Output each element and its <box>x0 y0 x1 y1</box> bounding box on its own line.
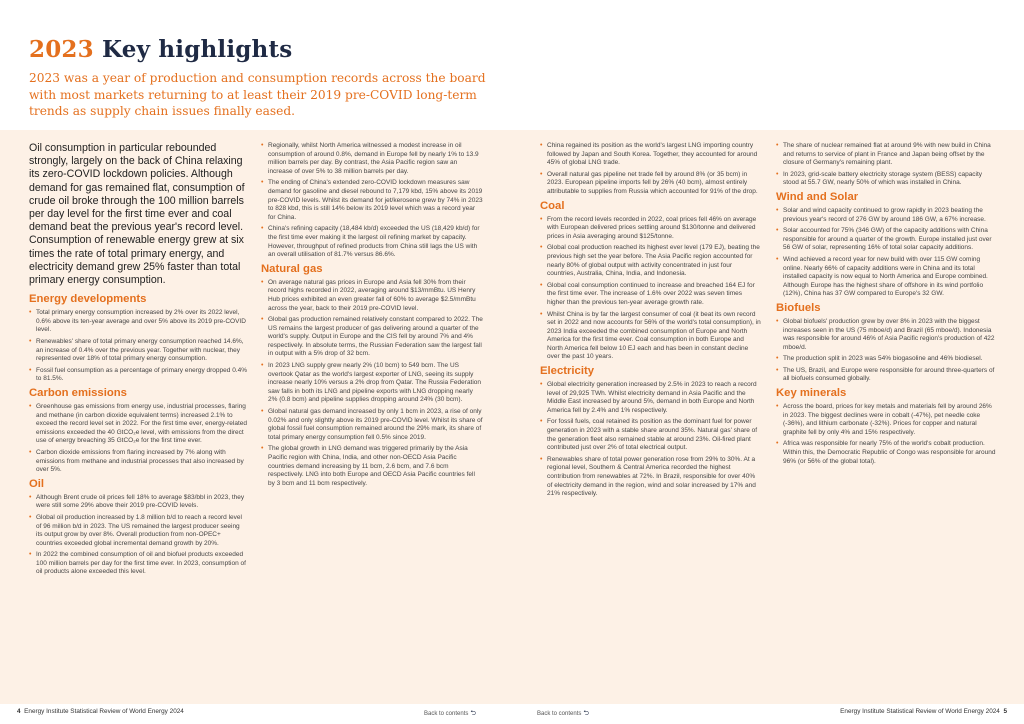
back-to-contents-link-right[interactable] <box>537 709 589 720</box>
return-arrow-icon: ⮌ <box>583 710 589 717</box>
list-item: • Renewables share of total power generation rose from 29% to 30%. At a regional level, Southern & Central America recorded the highest contribution from renewables at 72%. In Brazil, responsible for over 40% of electricity demand in the region, wind and solar increased by 17% and 21% respectively. <box>540 456 761 499</box>
wind-and-solar-list <box>776 207 998 299</box>
list-item: • The share of nuclear remained flat at around 9% with new build in China and returns to service of plant in France and Japan being offset by the closure of Germany's remaining plant. <box>776 142 998 168</box>
page-number-right: 5 <box>1003 708 1007 715</box>
list-item: • China's refining capacity (18,484 kb/d) exceeded the US (18,429 kb/d) for the first time ever making it the largest oil refining market by capacity. However, throughput of refined products from China still lags the US with an overall utilisation of 81.7% versus 86.6%. <box>261 225 483 259</box>
section-title-electricity: Electricity <box>540 365 595 378</box>
list-item: • In 2023, grid-scale battery electricity storage system (BESS) capacity stood at 55.7 GW, nearly 50% of which was installed in China. <box>776 171 998 188</box>
header <box>0 0 1024 130</box>
section-title-oil: Oil <box>29 477 45 490</box>
list-item: • Fossil fuel consumption as a percentage of primary energy dropped 0.4% to 81.5%. <box>29 367 247 384</box>
list-item: • Global electricity generation increased by 2.5% in 2023 to reach a record level of 29,925 TWh. Whilst electricity demand in Asia Pacific and the Middle East increased by around 5%, demand in both Europe and North America fell by 2.4% and 1% respectively. <box>540 381 761 415</box>
list-item: • Global natural gas demand increased by only 1 bcm in 2023, a rise of only 0.02% and only slightly above its 2019 pre-COVID level. Whilst its share of global fossil fuel consumption remained around the 29% mark, its share of total primary energy consumption fell 0.5% since 2019. <box>261 408 483 442</box>
coal-list <box>540 216 761 363</box>
back-link-label: Back to contents <box>537 711 582 717</box>
list-item: • On average natural gas prices in Europe and Asia fell 30% from their record highs recorded in 2022, averaging around $13/mmBtu. US Henry Hub prices exhibited an even greater fall of 60% to average $2.5/mmBtu across the year, back to their 2019 pre-COVID level. <box>261 279 483 313</box>
list-item: • Whilst China is by far the largest consumer of coal (it beat its own record set in 2022 and now accounts for 56% of the world's total consumption), in 2023 India exceeded the combined consumption of Europe and North America for the first time ever. Coal consumption in both Europe and North America fell below 10 EJ each and has been in constant decline over the past 10 years. <box>540 311 761 363</box>
return-arrow-icon: ⮌ <box>470 710 476 717</box>
gas-continued-list <box>540 142 761 197</box>
list-item: • The ending of China's extended zero-COVID lockdown measures saw demand for gasoline and diesel rebound to 7,179 kbd, 15% above its 2019 pre-COVID levels. Whilst its demand for jet/kerosene grew by 74% in 2023 to 828 kbd, this is still 14% below its 2019 level which was a record year for China. <box>261 179 483 222</box>
page-title <box>29 36 292 63</box>
section-title-carbon-emissions: Carbon emissions <box>29 386 127 399</box>
section-title-energy-developments: Energy developments <box>29 293 147 306</box>
back-to-contents-link-left[interactable] <box>424 709 476 720</box>
footer-left <box>17 708 184 715</box>
list-item: • The production split in 2023 was 54% biogasoline and 46% biodiesel. <box>776 355 998 364</box>
list-item: • Carbon dioxide emissions from flaring increased by 7% along with emissions from methane and industrial processes that also increased by over 5%. <box>29 449 247 475</box>
title-text: Key highlights <box>102 36 293 63</box>
footer <box>0 704 1024 724</box>
footer-right-text: Energy Institute Statistical Review of World Energy 2024 <box>840 708 1000 715</box>
list-item: • Global gas production remained relatively constant compared to 2022. The US remains the largest producer of gas delivering around a quarter of the world's supply. Output in Europe and the CIS fell by around 7% and 4% respectively. In absolute terms, the Russian Federation saw the largest fall in output with a 5% drop of 32 bcm. <box>261 316 483 359</box>
natural-gas-list <box>261 279 483 489</box>
column-4 <box>776 142 998 469</box>
column-2 <box>261 142 483 491</box>
oil-list <box>29 494 247 577</box>
lead-paragraph: Oil consumption in particular rebounded strongly, largely on the back of China relaxing its zero-COVID lockdown policies. Although demand for gas remained flat, consumption of crude oil broke through the 100 million barrels per day level for the first time ever and coal demand beat the previous year's record level. Consumption of renewable energy grew at six times the rate of total primary energy, and electricity demand grew 25% faster than total primary energy consumption. <box>29 142 245 287</box>
footer-left-text: Energy Institute Statistical Review of World Energy 2024 <box>24 708 184 715</box>
column-3 <box>540 142 761 502</box>
list-item: • From the record levels recorded in 2022, coal prices fell 46% on average with European delivered prices settling around $130/tonne and delivered prices in Asia averaging around $125/tonne. <box>540 216 761 242</box>
list-item: • Africa was responsible for nearly 75% of the world's cobalt production. Within this, the Democratic Republic of Congo was responsible for around 96% (or 56% of the global total). <box>776 440 998 466</box>
list-item: • China regained its position as the world's largest LNG importing country followed by Japan and South Korea. Together, they accounted for around 45% of global LNG trade. <box>540 142 761 168</box>
list-item: • Greenhouse gas emissions from energy use, industrial processes, flaring and methane (in carbon dioxide equivalent terms) increased 2.1% to exceed the record level set in 2022. For the first time ever, energy-related emissions exceeded the 40 GtCO₂e level, with emissions from the direct use of energy breaching 35 GtCO₂e for the first time ever. <box>29 403 247 446</box>
carbon-emissions-list <box>29 403 247 475</box>
title-year: 2023 <box>29 36 94 63</box>
list-item: • Across the board, prices for key metals and materials fell by around 26% in 2023. The biggest declines were in cobalt (-47%), pet needle coke (-36%), and lithium carbonate (-32%). Prices for copper and natural graphite fell by only 4% and 15% respectively. <box>776 403 998 437</box>
list-item: • Wind achieved a record year for new build with over 115 GW coming online. Nearly 66% of capacity additions were in China and its total installed capacity is now equal to North America and Europe combined. Although Europe has the highest share of offshore in its wind portfolio (12%), China has 37 GW compared to Europe's 32 GW. <box>776 256 998 299</box>
list-item: • The global growth in LNG demand was triggered primarily by the Asia Pacific region with China, India, and other non-OECD Asia Pacific countries demand increasing by 11 bcm, 2.6 bcm, and 7.6 bcm respectively. LNG into both Europe and OECD Asia Pacific countries fell by 3 bcm and 11 bcm respectively. <box>261 445 483 488</box>
page-subtitle: 2023 was a year of production and consumption records across the board with most markets returning to at least their 2019 pre-COVID long-term trends as supply chain issues finally eased. <box>29 71 486 118</box>
electricity-continued-list <box>776 142 998 188</box>
energy-developments-list <box>29 309 247 384</box>
list-item: • In 2022 the combined consumption of oil and biofuel products exceeded 100 million barrels per day for the first time ever. In 2023, consumption of oil products alone exceeded this level. <box>29 551 247 577</box>
footer-right <box>840 708 1007 715</box>
list-item: • In 2023 LNG supply grew nearly 2% (10 bcm) to 549 bcm. The US overtook Qatar as the world's largest exporter of LNG, seeing its supply increase nearly 10% versus a 2% drop from Qatar. The Russia Federation saw falls in both its LNG and pipeline exports with LNG dropping nearly 2% (0.8 bcm) and pipeline supplies dropping around 24% (30 bcm). <box>261 362 483 405</box>
list-item: • For fossil fuels, coal retained its position as the dominant fuel for power generation in 2023 with a stable share around 35%. Natural gas' share of the generation fleet also remained stable at around 23%. Oil-fired plant contributed just over 2% of total electrical output. <box>540 418 761 452</box>
list-item: • Overall natural gas pipeline net trade fell by around 8% (or 35 bcm) in 2023. European pipeline imports fell by 26% (40 bcm), almost entirely attributable to supplies from Russia which accounted for 91% of the drop. <box>540 171 761 197</box>
section-title-wind-and-solar: Wind and Solar <box>776 190 859 203</box>
section-title-natural-gas: Natural gas <box>261 262 323 275</box>
electricity-list <box>540 381 761 499</box>
key-minerals-list <box>776 403 998 466</box>
page-number-left: 4 <box>17 708 21 715</box>
column-1 <box>29 142 247 580</box>
list-item: • The US, Brazil, and Europe were responsible for around three-quarters of all biofuels consumed globally. <box>776 367 998 384</box>
list-item: • Renewables' share of total primary energy consumption reached 14.6%, an increase of 0.4% over the previous year. Together with nuclear, they represented over 18% of total primary energy consumption. <box>29 338 247 364</box>
oil-continued-list <box>261 142 483 260</box>
list-item: • Total primary energy consumption increased by 2% over its 2022 level, 0.6% above its ten-year average and over 5% above its 2019 pre-COVID level. <box>29 309 247 335</box>
list-item: • Global coal production reached its highest ever level (179 EJ), beating the previous high set the year before. The Asia Pacific region accounted for nearly 80% of global output with activity concentrated in just four countries, Australia, China, India, and Indonesia. <box>540 244 761 278</box>
list-item: • Solar and wind capacity continued to grow rapidly in 2023 beating the previous year's record of 276 GW by around 186 GW, a 67% increase. <box>776 207 998 224</box>
biofuels-list <box>776 318 998 384</box>
section-title-key-minerals: Key minerals <box>776 387 847 400</box>
section-title-biofuels: Biofuels <box>776 301 821 314</box>
list-item: • Global biofuels' production grew by over 8% in 2023 with the biggest increases seen in the US (75 mboe/d) and Brazil (65 mboe/d). Indonesia was responsible for around 46% of Asia Pacific region's production of 422 mboe/d. <box>776 318 998 352</box>
back-link-label: Back to contents <box>424 711 469 717</box>
list-item: • Regionally, whilst North America witnessed a modest increase in oil consumption of around 0.8%, demand in Europe fell by nearly 1% to 13.9 million barrels per day. By contrast, the Asia Pacific region saw an increase of over 5% to 38 million barrels per day. <box>261 142 483 176</box>
section-title-coal: Coal <box>540 199 565 212</box>
list-item: • Solar accounted for 75% (346 GW) of the capacity additions with China responsible for around a quarter of the growth. Europe installed just over 56 GW of solar, representing 16% of total solar capacity additions. <box>776 227 998 253</box>
list-item: • Although Brent crude oil prices fell 18% to average $83/bbl in 2023, they were still some 29% above their 2019 pre-COVID levels. <box>29 494 247 511</box>
list-item: • Global coal consumption continued to increase and breached 164 EJ for the first time ever. The increase of 1.6% over 2022 was seven times higher than the previous ten-year average growth rate. <box>540 282 761 308</box>
list-item: • Global oil production increased by 1.8 million b/d to reach a record level of 96 million b/d in 2023. The US remained the largest producer seeing its output grow by over 8%. Overall production from non-OPEC+ countries exceeded global incremental demand growth by 20%. <box>29 514 247 548</box>
